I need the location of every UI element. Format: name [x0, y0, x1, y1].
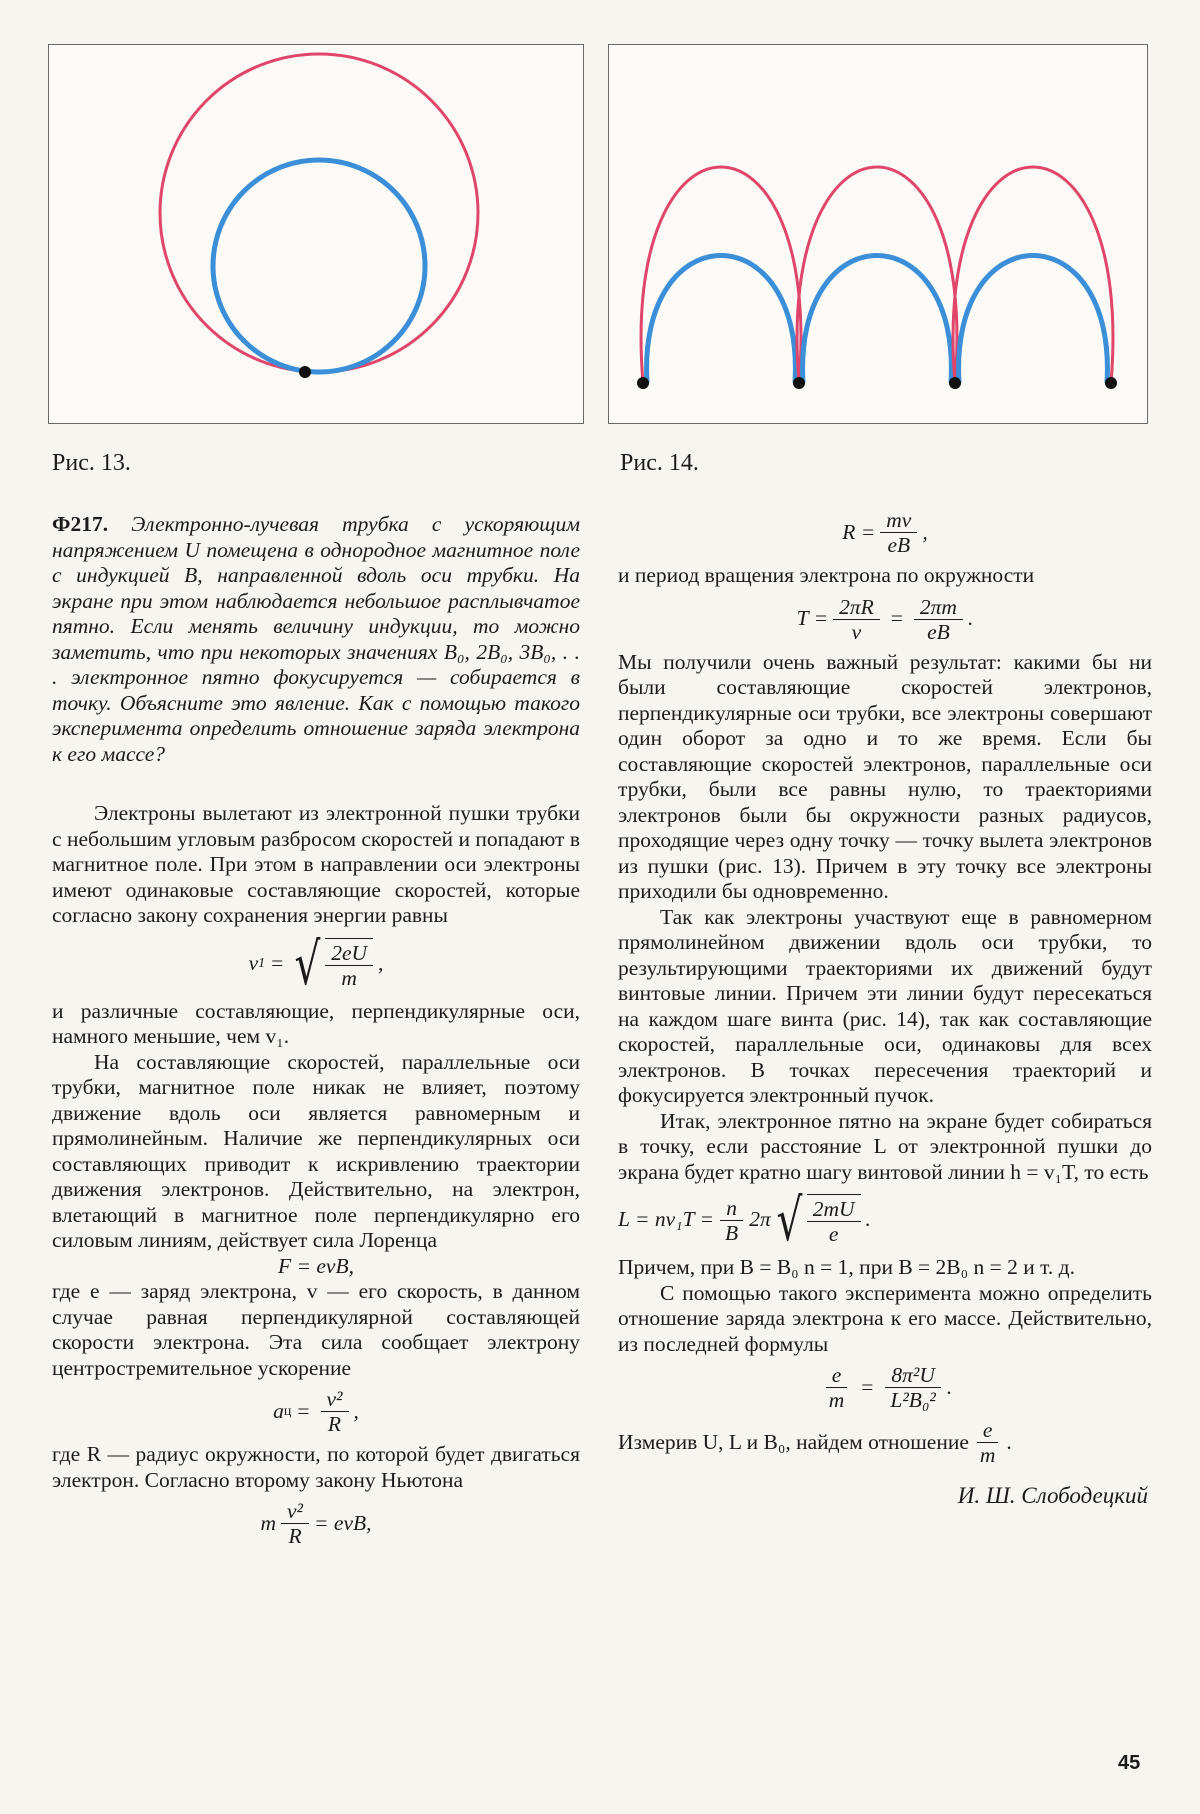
formula-period [618, 595, 1152, 644]
formula-R-den: eB [887, 533, 911, 557]
formula-v1-eq: = [271, 950, 284, 975]
formula-ratio-den: m [979, 1443, 996, 1467]
figure-13-caption: Рис. 13. [52, 450, 131, 476]
right-paragraph-1: и период вращения электрона по окружности [618, 563, 1035, 587]
left-paragraph-5: где R — радиус окружности, по которой будет двигаться электрон. Согласно второму закону Ньютона [52, 1442, 580, 1492]
formula-L-den: B [725, 1220, 739, 1245]
focus-point [949, 377, 961, 389]
right-paragraph-7: Измерив U, L и B₀, найдем отношение [618, 1429, 969, 1454]
right-column [618, 508, 1152, 1509]
formula-em-num1: e [826, 1363, 848, 1388]
focus-point [1105, 377, 1117, 389]
formula-T-lhs: T = [796, 606, 829, 631]
formula-em-fraction-2 [884, 1363, 941, 1412]
figure-14-caption: Рис. 14. [620, 450, 699, 476]
right-paragraph-4: Итак, электронное пятно на экране будет собираться в точку, если расстояние L от электронной пушки до экрана будет кратно шагу винтовой линии h = v₁T, то есть [618, 1108, 1152, 1184]
formula-newton-den: R [288, 1524, 302, 1548]
formula-charge-mass [618, 1363, 1152, 1412]
electron-gun-point [299, 366, 311, 378]
formula-ratio-fraction [974, 1418, 1002, 1467]
author: И. Ш. Слободецкий [957, 1483, 1148, 1508]
formula-L-root-fraction [807, 1194, 861, 1246]
formula-v1-sub: 1 [258, 955, 266, 971]
formula-a-fraction [321, 1387, 349, 1436]
formula-T-den2: eB [927, 619, 950, 644]
left-paragraph-2: и различные составляющие, перпендикулярные оси, намного меньшие, чем v₁. [52, 998, 580, 1048]
formula-T-fraction-1 [833, 595, 880, 644]
formula-L-num: n [720, 1196, 743, 1221]
formula-a-lhs: a [273, 1398, 284, 1423]
formula-em-tail: . [946, 1374, 953, 1399]
focus-point [793, 377, 805, 389]
formula-T-den1: v [851, 619, 862, 644]
formula-newton-num: v² [281, 1499, 309, 1524]
formula-R-lhs: R = [842, 519, 876, 544]
formula-em-num2: 8π²U [885, 1363, 941, 1388]
formula-newton-fraction [281, 1499, 309, 1548]
formula-v1-num: 2eU [325, 941, 373, 966]
formula-L-mid: 2π [749, 1207, 771, 1232]
formula-a-sub: ц [283, 1403, 292, 1419]
formula-newton-lhs: m [260, 1510, 277, 1535]
page-number: 45 [1118, 1752, 1141, 1774]
sqrt-symbol: √ [776, 1186, 803, 1254]
red-helix-arc [953, 167, 1113, 383]
final-line [618, 1418, 1152, 1467]
sqrt-symbol: √ [294, 929, 321, 998]
formula-L-tail: . [865, 1207, 871, 1232]
problem-statement [52, 512, 580, 767]
left-paragraph-4: где e — заряд электрона, v — его скорость, в данном случае равная перпендикулярной составляющей скорости электрона. Эта сила сообщает электрону центростремительное ускорение [52, 1279, 580, 1380]
formula-em-fraction-1 [823, 1363, 851, 1412]
formula-T-num2: 2πm [914, 595, 963, 620]
formula-newton-rhs: = evB, [314, 1510, 372, 1535]
formula-distance [618, 1186, 1152, 1254]
right-paragraph-2: Мы получили очень важный результат: какими бы ни были составляющие скоростей электронов, перпендикулярные оси трубки, все электроны совершают один оборот за одно и то же время. Если бы составляющие скоростей электронов, параллельные оси трубки, были все равны нулю, то траекториями электронов были бы окружности разных радиусов, проходящие через одну точку — точку вылета электронов из пушки (рис. 13). Причем в эту точку все электроны приходили бы одновременно. [618, 649, 1152, 903]
red-helix-arc [797, 167, 957, 383]
large-orbit-circle [160, 54, 478, 372]
formula-v1-tail: , [378, 950, 384, 975]
problem-text: Электронно-лучевая трубка с ускоряющим напряжением U помещена в однородное магнитное поле с индукцией B, направленной вдоль оси трубки. На экране при этом наблюдается небольшое расплывчатое пятно. Если менять величину индукции, то можно заметить, что при некоторых значениях B₀, 2B₀, 3B₀, . . . электронное пятно фокусируется — собирается в точку. Объясните это явление. Как с помощью такого эксперимента определить отношение заряда электрона к его массе? [52, 512, 580, 766]
figure-14 [608, 44, 1148, 424]
formula-v1-fraction [325, 938, 373, 990]
formula-a-num: v² [321, 1387, 349, 1412]
formula-T-tail: . [967, 606, 974, 631]
formula-v1-den: m [341, 965, 357, 990]
formula-ratio-num: e [977, 1418, 999, 1443]
formula-v1-lhs: v [248, 950, 259, 975]
problem-id: Ф217. [52, 512, 109, 536]
left-paragraph-1: Электроны вылетают из электронной пушки трубки с небольшим угловым разбросом скоростей и попадают в магнитное поле. При этом в направлении оси электроны имеют одинаковые составляющие скоростей, которые согласно закону сохранения энергии равны [52, 801, 580, 927]
formula-L-fraction [719, 1196, 744, 1245]
formula-R-num: mv [880, 508, 917, 533]
blue-helix-arc [959, 256, 1108, 384]
right-paragraph-5: Причем, при B = B₀ n = 1, при B = 2B₀ n = 2 и т. д. [618, 1255, 1075, 1279]
left-paragraph-3: На составляющие скоростей, параллельные оси трубки, магнитное поле никак не влияет, поэтому движение вдоль оси является равномерным и прямолинейным. Наличие же перпендикулярных оси составляющих приводит к искривлению траектории движения электронов. Действительно, на электрон, влетающий в магнитное поле перпендикулярно его силовым линиям, действует сила Лоренца [52, 1049, 580, 1252]
formula-em-den1: m [828, 1388, 845, 1412]
formula-lorentz: F = evB, [278, 1253, 354, 1278]
small-orbit-circle [213, 160, 425, 372]
right-paragraph-6: С помощью такого эксперимента можно определить отношение заряда электрона к его массе. Действительно, из последней формулы [618, 1280, 1152, 1356]
formula-T-fraction-2 [914, 595, 963, 644]
formula-em-den2: L²B₀² [890, 1388, 936, 1412]
formula-L-rden: e [828, 1222, 839, 1246]
formula-L-lhs: L = nv₁T = [618, 1207, 715, 1232]
formula-radius [618, 508, 1152, 557]
red-helix-arc [641, 167, 801, 383]
formula-T-num1: 2πR [833, 595, 880, 620]
figure-14-drawing [609, 45, 1147, 423]
formula-R-tail: , [922, 519, 928, 544]
formula-newton [52, 1499, 580, 1548]
right-paragraph-3: Так как электроны участвуют еще в равномерном прямолинейном движении вдоль оси трубки, то результирующими траекториями их движений будут винтовые линии. Причем эти линии будут пересекаться на каждом шаге винта (рис. 14), так как составляющие скоростей, параллельные оси, одинаковы для всех электронов. В точках пересечения траекторий и фокусируется электронный пучок. [618, 904, 1152, 1107]
focus-point [637, 377, 649, 389]
formula-R-fraction [880, 508, 917, 557]
figure-13 [48, 44, 584, 424]
left-column [52, 512, 580, 1554]
formula-v1 [52, 929, 580, 998]
formula-a-eq: = [297, 1398, 310, 1423]
formula-ratio-tail: . [1006, 1429, 1012, 1454]
formula-T-eq: = [890, 606, 903, 631]
blue-helix-arc [803, 256, 952, 384]
formula-em-eq: = [861, 1374, 874, 1399]
formula-L-rnum: 2mU [807, 1197, 861, 1222]
formula-a-tail: , [353, 1398, 359, 1423]
figure-13-drawing [49, 45, 583, 423]
blue-helix-arc [647, 256, 796, 384]
formula-a-den: R [327, 1412, 342, 1436]
formula-acceleration [52, 1387, 580, 1436]
